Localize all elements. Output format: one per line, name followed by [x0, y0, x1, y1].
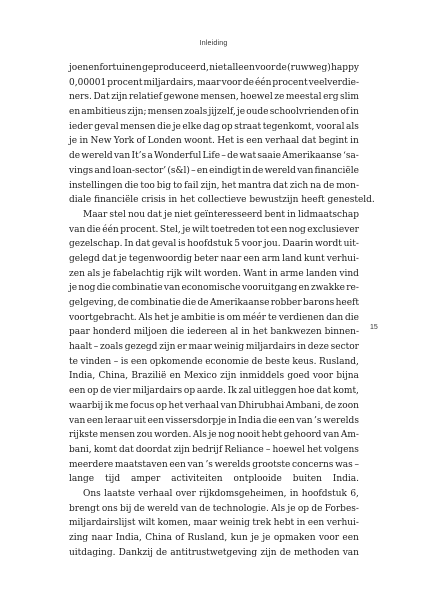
- text-line: instellingen die too big to fail zijn, het mantra dat zich na de mon-: [69, 180, 359, 191]
- text-line: haalt – zoals gezegd zijn er maar weinig miljardairs in deze sector: [69, 342, 359, 353]
- text-line: je in New York of Londen woont. Het is een verhaal dat begint in: [69, 136, 359, 147]
- text-line: diale financiële crisis in het collectieve bewustzijn heeft genesteld.: [69, 195, 375, 206]
- text-line: zen als je fabelachtig rijk wilt worden. Want in arme landen vind: [69, 268, 359, 279]
- text-line: gelegd dat je tegenwoordig beter naar een arm land kunt verhui-: [69, 253, 359, 264]
- text-line: uitdaging. Dankzij de antitrustwetgeving zijn de methoden van: [69, 547, 359, 558]
- text-line: en ambitieus zijn; mensen zoals jijzelf, je oude schoolvrienden of in: [69, 107, 359, 118]
- text-line: een op de vier miljardairs op aarde. Ik zal uitleggen hoe dat komt,: [69, 386, 359, 397]
- text-line: brengt ons bij de wereld van de technologie. Als je op de Forbes-: [69, 503, 359, 514]
- text-line: van een leraar uit een vissersdorpje in India die een van ’s werelds: [69, 415, 359, 426]
- text-line: ieder geval mensen die je elke dag op straat tegenkomt, vooral als: [69, 121, 359, 132]
- text-line: Ons laatste verhaal over rijkdomsgeheimen, in hoofdstuk 6,: [83, 488, 359, 499]
- text-line: paar honderd miljoen die iedereen al in het bankwezen binnen-: [69, 327, 359, 338]
- running-head: Inleiding: [199, 40, 228, 47]
- text-line: joenenfortuinen geproduceerd, niet alleen voor de (ruwweg) happy: [69, 63, 359, 73]
- page-number: 15: [370, 324, 378, 331]
- text-line: Maar stel nou dat je niet geïnteresseerd bent in lidmaatschap: [83, 209, 359, 220]
- text-line: vings and loan-sector’ (s&l) – en eindigt in de wereld van financiële: [69, 165, 359, 176]
- text-line: ners. Dat zijn relatief gewone mensen, hoewel ze meestal erg slim: [69, 92, 359, 103]
- text-line: meerdere maatstaven een van ’s werelds grootste concerns was –: [69, 459, 359, 470]
- text-line: rijkste mensen zou worden. Als je nog nooit hebt gehoord van Am-: [69, 430, 359, 441]
- text-line: gelgeving, de combinatie die de Amerikaanse robber barons heeft: [69, 298, 359, 308]
- text-line: gezelschap. In dat geval is hoofdstuk 5 voor jou. Daarin wordt uit-: [69, 239, 359, 250]
- text-line: 0,00001 procent miljardairs, maar voor de één procent veelverdie-: [69, 77, 359, 88]
- text-line: zing naar India, China of Rusland, kun je je opmaken voor een: [69, 533, 359, 543]
- text-line: te vinden – is een opkomende economie de beste keus. Rusland,: [69, 356, 359, 367]
- text-line: de wereld van It’s a Wonderful Life – de wat saaie Amerikaanse ‘sa-: [69, 151, 359, 162]
- text-line: bani, komt dat doordat zijn bedrijf Reliance – hoewel het volgens: [69, 444, 359, 455]
- text-line: voortgebracht. Als het je ambitie is om méér te verdienen dan die: [69, 312, 359, 323]
- text-line: lange tijd amper activiteiten ontplooide buiten India.: [69, 474, 359, 485]
- text-line: waarbij ik me focus op het verhaal van Dhirubhai Ambani, de zoon: [69, 400, 359, 411]
- text-line: India, China, Brazilië en Mexico zijn inmiddels goed voor bijna: [69, 371, 359, 382]
- text-line: miljardairslijst wilt komen, maar weinig trek hebt in een verhui-: [69, 518, 359, 529]
- text-line: je nog die combinatie van economische vooruitgang en zwakke re-: [69, 283, 359, 294]
- text-line: van die één procent. Stel, je wilt toetreden tot een nog exclusiever: [69, 224, 359, 235]
